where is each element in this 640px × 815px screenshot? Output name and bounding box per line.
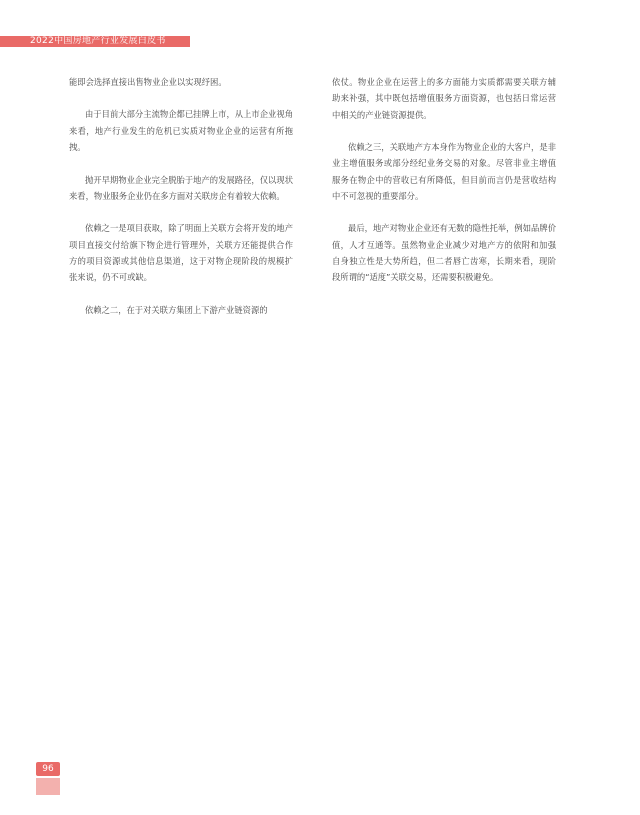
right-column [332,74,556,302]
left-column [69,74,293,334]
paragraph: 抛开早期物业企业完全脱胎于地产的发展路径，仅以现状来看，物业服务企业仍在多方面对关联房企有着较大依赖。 [69,174,293,201]
paragraph: 能即会选择直接出售物业企业以实现纾困。 [69,77,227,87]
document-title: 2022中国房地产行业发展白皮书 [30,36,166,46]
page-number: 96 [36,762,60,776]
page-number-tab [36,778,60,795]
paragraph: 由于目前大部分主流物企都已挂牌上市，从上市企业视角来看，地产行业发生的危机已实质对物业企业的运营有所拖拽。 [69,109,293,153]
paragraph: 依赖之二，在于对关联方集团上下游产业链资源的 [85,304,268,315]
paragraph: 依赖之三，关联地产方本身作为物业企业的大客户，是非业主增值服务或部分经纪业务交易的对象。尽管非业主增值服务在物企中的营收已有所降低，但目前而言仍是营收结构中不可忽视的重要部分。 [332,142,556,201]
paragraph: 最后，地产对物业企业还有无数的隐性托举，例如品牌价值，人才互通等。虽然物业企业减少对地产方的依附和加强自身独立性是大势所趋，但二者唇亡齿寒，长期来看，现阶段所谓的“适度”关联交易，还需要积极避免。 [332,223,556,283]
paragraph: 依仗。物业企业在运营上的多方面能力实质都需要关联方辅助来补强，其中既包括增值服务方面资源，也包括日常运营中相关的产业链资源提供。 [332,77,556,120]
paragraph: 依赖之一是项目获取，除了明面上关联方会将开发的地产项目直接交付给旗下物企进行管理外，关联方还能提供合作方的项目资源或其他信息渠道，这于对物企现阶段的规模扩张来说，仍不可或缺。 [69,223,293,283]
